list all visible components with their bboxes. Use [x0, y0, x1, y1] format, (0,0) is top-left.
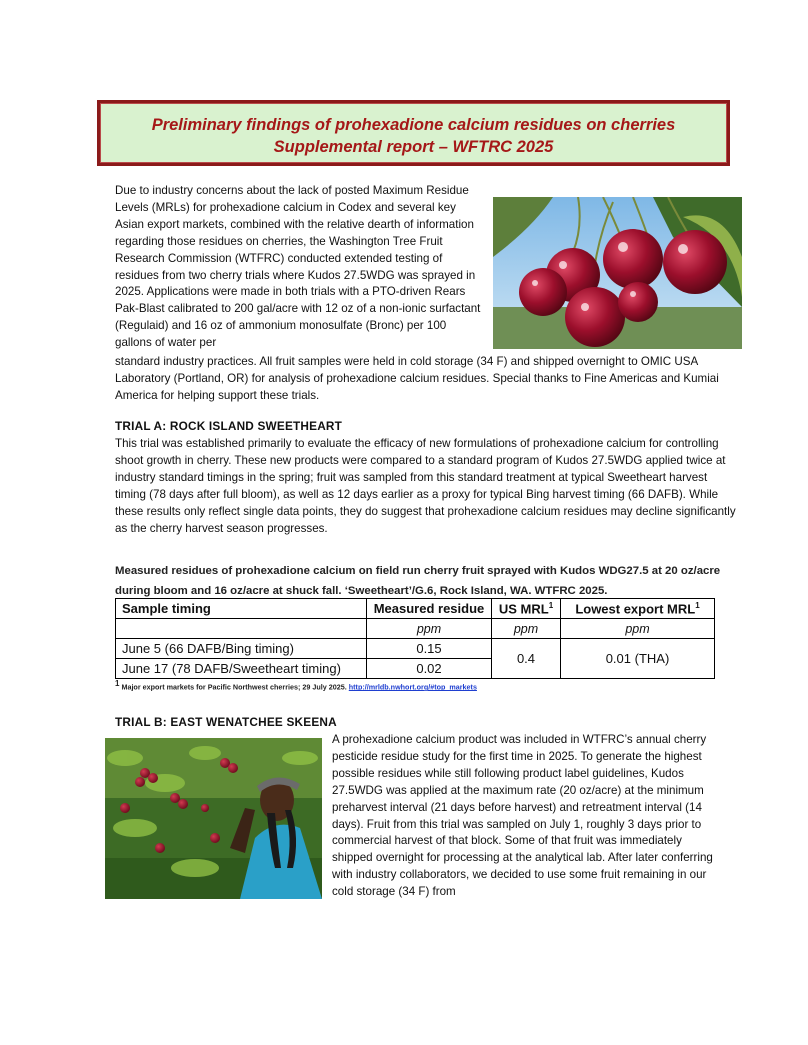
row-timing: June 17 (78 DAFB/Sweetheart timing) [116, 659, 367, 679]
report-title-box [97, 100, 730, 166]
unit-residue: ppm [367, 619, 492, 639]
trial-a-body: This trial was established primarily to evaluate the efficacy of new formulations of prohexadione calcium for controlling shoot growth in cherry. These new products were compared to a standard program of Kudos 27.5WDG applied twice at industry standard timings in the spring; fruit was sampled from this standard treatment at typical Sweetheart harvest timing (78 days after full bloom), as well as 12 days earlier as a proxy for typical Bing harvest timing (66 DAFB). While these results only reflect single data points, they do suggest that prohexadione calcium residues may decline significantly as the cherry harvest season progresses. [115, 437, 736, 535]
row-residue: 0.02 [367, 659, 492, 679]
trial-a-heading: TRIAL A: ROCK ISLAND SWEETHEART [115, 419, 343, 433]
table-header-row [116, 599, 715, 619]
export-mrl-value: 0.01 (THA) [561, 639, 715, 679]
table-row [116, 639, 715, 659]
cherries-photo [493, 197, 742, 349]
header-lowest-export-mrl: Lowest export MRL$^1$ [561, 599, 715, 619]
unit-us-mrl: ppm [492, 619, 561, 639]
table-footnote: $^1$ Major export markets for Pacific Northwest cherries; 29 July 2025. http://mrldb.nwhort.org/#top_markets [115, 679, 477, 692]
trial-b-heading: TRIAL B: EAST WENATCHEE SKEENA [115, 715, 337, 729]
header-measured-residue: Measured residue [367, 599, 492, 619]
header-sample-timing: Sample timing [116, 599, 367, 619]
report-subtitle: Supplemental report – WFTRC 2025 [273, 138, 554, 156]
residue-table [115, 598, 715, 679]
row-timing: June 5 (66 DAFB/Bing timing) [116, 639, 367, 659]
table-caption: Measured residues of prohexadione calcium on field run cherry fruit sprayed with Kudos WDG27.5 at 20 oz/acre during bloom and 16 oz/acre at shuck fall. ‘Sweetheart’/G.6, Rock Island, WA. WTFRC 2025. [115, 565, 721, 597]
header-us-mrl: US MRL$^1$ [492, 599, 561, 619]
worker-picking-cherries-photo [105, 738, 322, 899]
intro-paragraph: Due to industry concerns about the lack of posted Maximum Residue Levels (MRLs) for prohexadione calcium in Codex and several key Asian export markets, combined with the relative dearth of information regarding those residues on cherries, the Washington Tree Fruit Research Commission (WTFRC) conducted extended testing of residues from two cherry trials where Kudos 27.5WDG was sprayed in 2025. Applications were made in both trials with a PTO-driven Rears Pak-Blast calibrated to 200 gal/acre with 12 oz of a non-ionic surfactant (Regulaid) and 16 oz of ammonium monosulfate (Bronc) per 100 gallons of water per [115, 184, 481, 350]
mrl-database-link[interactable]: http://mrldb.nwhort.org/#top_markets [348, 682, 477, 692]
unit-export-mrl: ppm [561, 619, 715, 639]
row-residue: 0.15 [367, 639, 492, 659]
us-mrl-value: 0.4 [492, 639, 561, 679]
intro-paragraph-continued: standard industry practices. All fruit samples were held in cold storage (34 F) and shipped overnight to OMIC USA Laboratory (Portland, OR) for analysis of prohexadione calcium residues. Special thanks to Fine Americas and Kumiai America for helping support these trials. [115, 355, 719, 402]
units-row [116, 619, 715, 639]
trial-b-body: A prohexadione calcium product was included in WTFRC’s annual cherry pesticide residue study for the first time in 2025. To generate the highest possible residues while still following product label guidelines, Kudos 27.5WDG was applied at the maximum rate (20 oz/acre) at the minimum preharvest interval (21 days before harvest) and retreatment interval (14 days). Fruit from this trial was sampled on July 1, roughly 3 days prior to commercial harvest of that block. Some of that fruit was immediately shipped overnight for processing at the analytical lab. After later conferring with industry collaborators, we decided to use some fruit remaining in our cold storage (34 F) from [332, 733, 713, 899]
report-title: Preliminary findings of prohexadione calcium residues on cherries [151, 116, 676, 134]
